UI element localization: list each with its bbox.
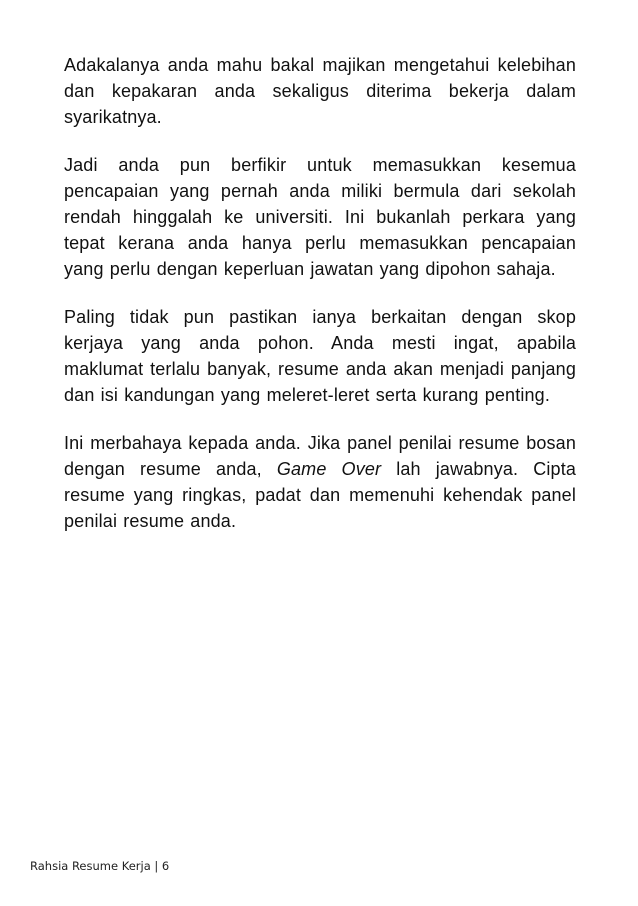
paragraph-4-after: lah jawabnya. Cipta resume yang ringkas, padat dan memenuhi kehendak panel penilai resume anda. [64,459,577,531]
body-text [64,52,576,556]
paragraph-4 [64,430,576,534]
paragraph-4-italic: Game Over [276,459,382,479]
paragraph-1: Adakalanya anda mahu bakal majikan mengetahui kelebihan dan kepakaran anda sekaligus diterima bekerja dalam syarikatnya. [64,55,576,127]
paragraph-2: Jadi anda pun berfikir untuk memasukkan kesemua pencapaian yang pernah anda miliki bermula dari sekolah rendah hinggalah ke universiti. Ini bukanlah perkara yang tepat kerana anda hanya perlu memasukkan pencapaian yang perlu dengan keperluan jawatan yang dipohon sahaja. [64,155,576,279]
paragraph-4-before: Ini merbahaya kepada anda. Jika panel penilai resume bosan dengan resume anda, [64,433,576,479]
paragraph-3: Paling tidak pun pastikan ianya berkaitan dengan skop kerjaya yang anda pohon. Anda mesti ingat, apabila maklumat terlalu banyak, resume anda akan menjadi panjang dan isi kandungan yang meleret-leret serta kurang penting. [64,307,576,405]
page-footer: Rahsia Resume Kerja | 6 [30,859,170,873]
